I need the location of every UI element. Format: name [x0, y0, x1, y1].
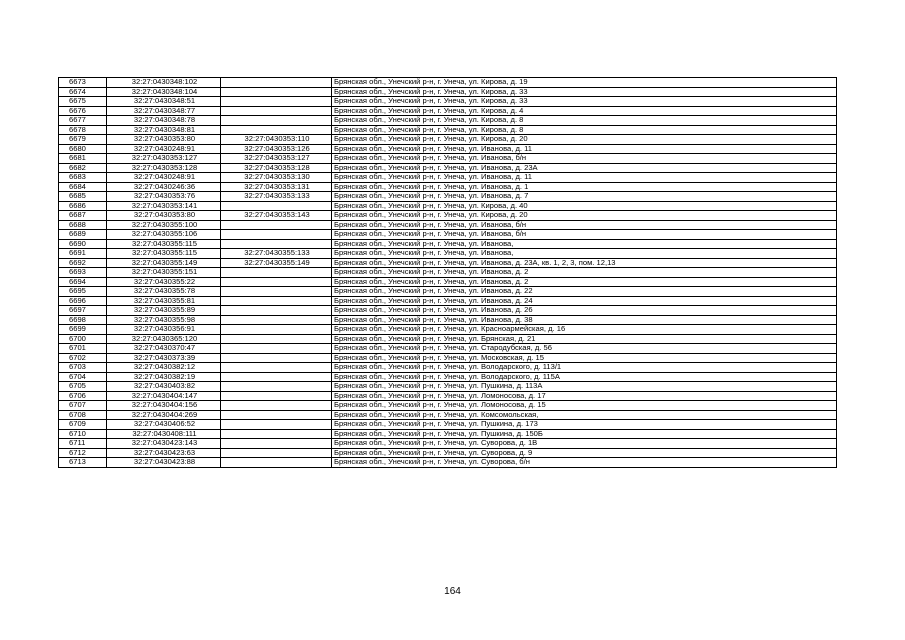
row-number-cell: 6691: [59, 249, 107, 259]
address-cell: Брянская обл., Унечский р-н, г. Унеча, ул. Кирова, д. 8: [332, 125, 837, 135]
linked-cadastral-number-cell: 32:27:0430353:130: [221, 173, 332, 183]
row-number-cell: 6683: [59, 173, 107, 183]
table-row: [59, 420, 837, 430]
cadastral-table: [58, 77, 837, 468]
row-number-cell: 6675: [59, 97, 107, 107]
row-number-cell: 6713: [59, 458, 107, 468]
address-cell: Брянская обл., Унечский р-н, г. Унеча, ул. Кирова, д. 20: [332, 135, 837, 145]
linked-cadastral-number-cell: 32:27:0430353:127: [221, 154, 332, 164]
linked-cadastral-number-cell: [221, 458, 332, 468]
row-number-cell: 6696: [59, 296, 107, 306]
row-number-cell: 6687: [59, 211, 107, 221]
address-cell: Брянская обл., Унечский р-н, г. Унеча, ул. Суворова, д. 1В: [332, 439, 837, 449]
row-number-cell: 6682: [59, 163, 107, 173]
linked-cadastral-number-cell: 32:27:0430355:133: [221, 249, 332, 259]
cadastral-number-cell: 32:27:0430355:81: [107, 296, 221, 306]
row-number-cell: 6706: [59, 391, 107, 401]
row-number-cell: 6701: [59, 344, 107, 354]
address-cell: Брянская обл., Унечский р-н, г. Унеча, ул. Володарского, д. 115А: [332, 372, 837, 382]
address-cell: Брянская обл., Унечский р-н, г. Унеча, ул. Пушкина, д. 113А: [332, 382, 837, 392]
address-cell: Брянская обл., Унечский р-н, г. Унеча, ул. Иванова, д. 11: [332, 144, 837, 154]
linked-cadastral-number-cell: 32:27:0430353:143: [221, 211, 332, 221]
linked-cadastral-number-cell: [221, 344, 332, 354]
table-row: [59, 144, 837, 154]
table-row: [59, 173, 837, 183]
address-cell: Брянская обл., Унечский р-н, г. Унеча, ул. Ломоносова, д. 15: [332, 401, 837, 411]
cadastral-number-cell: 32:27:0430355:106: [107, 230, 221, 240]
table-row: [59, 296, 837, 306]
linked-cadastral-number-cell: 32:27:0430353:126: [221, 144, 332, 154]
table-row: [59, 135, 837, 145]
row-number-cell: 6674: [59, 87, 107, 97]
cadastral-number-cell: 32:27:0430423:143: [107, 439, 221, 449]
table-row: [59, 249, 837, 259]
row-number-cell: 6689: [59, 230, 107, 240]
linked-cadastral-number-cell: [221, 97, 332, 107]
cadastral-number-cell: 32:27:0430353:80: [107, 211, 221, 221]
page-number: 164: [444, 586, 461, 597]
address-cell: Брянская обл., Унечский р-н, г. Унеча, ул. Пушкина, д. 150Б: [332, 429, 837, 439]
table-row: [59, 97, 837, 107]
row-number-cell: 6708: [59, 410, 107, 420]
address-cell: Брянская обл., Унечский р-н, г. Унеча, ул. Иванова, д. 2: [332, 268, 837, 278]
table-row: [59, 363, 837, 373]
linked-cadastral-number-cell: [221, 125, 332, 135]
table-row: [59, 258, 837, 268]
cadastral-number-cell: 32:27:0430348:102: [107, 78, 221, 88]
cadastral-number-cell: 32:27:0430382:12: [107, 363, 221, 373]
table-row: [59, 448, 837, 458]
linked-cadastral-number-cell: [221, 277, 332, 287]
row-number-cell: 6685: [59, 192, 107, 202]
table-row: [59, 277, 837, 287]
row-number-cell: 6678: [59, 125, 107, 135]
linked-cadastral-number-cell: [221, 296, 332, 306]
table-row: [59, 410, 837, 420]
linked-cadastral-number-cell: 32:27:0430353:110: [221, 135, 332, 145]
cadastral-number-cell: 32:27:0430365:120: [107, 334, 221, 344]
linked-cadastral-number-cell: [221, 306, 332, 316]
linked-cadastral-number-cell: [221, 382, 332, 392]
linked-cadastral-number-cell: [221, 315, 332, 325]
table-row: [59, 220, 837, 230]
table-row: [59, 239, 837, 249]
linked-cadastral-number-cell: [221, 325, 332, 335]
cadastral-number-cell: 32:27:0430348:81: [107, 125, 221, 135]
table-row: [59, 268, 837, 278]
table-row: [59, 125, 837, 135]
table-row: [59, 458, 837, 468]
linked-cadastral-number-cell: [221, 116, 332, 126]
address-cell: Брянская обл., Унечский р-н, г. Унеча, ул. Иванова, д. 23А, кв. 1, 2, 3, пом. 12,13: [332, 258, 837, 268]
cadastral-number-cell: 32:27:0430423:63: [107, 448, 221, 458]
linked-cadastral-number-cell: [221, 268, 332, 278]
row-number-cell: 6693: [59, 268, 107, 278]
linked-cadastral-number-cell: [221, 87, 332, 97]
address-cell: Брянская обл., Унечский р-н, г. Унеча, ул. Иванова, д. 26: [332, 306, 837, 316]
cadastral-number-cell: 32:27:0430353:128: [107, 163, 221, 173]
table-row: [59, 211, 837, 221]
address-cell: Брянская обл., Унечский р-н, г. Унеча, ул. Ломоносова, д. 17: [332, 391, 837, 401]
linked-cadastral-number-cell: [221, 372, 332, 382]
cadastral-number-cell: 32:27:0430353:127: [107, 154, 221, 164]
row-number-cell: 6695: [59, 287, 107, 297]
cadastral-number-cell: 32:27:0430355:78: [107, 287, 221, 297]
row-number-cell: 6680: [59, 144, 107, 154]
row-number-cell: 6697: [59, 306, 107, 316]
cadastral-number-cell: 32:27:0430355:89: [107, 306, 221, 316]
cadastral-number-cell: 32:27:0430404:269: [107, 410, 221, 420]
row-number-cell: 6681: [59, 154, 107, 164]
address-cell: Брянская обл., Унечский р-н, г. Унеча, ул. Иванова,: [332, 249, 837, 259]
linked-cadastral-number-cell: [221, 239, 332, 249]
row-number-cell: 6699: [59, 325, 107, 335]
table-row: [59, 201, 837, 211]
table-row: [59, 154, 837, 164]
row-number-cell: 6688: [59, 220, 107, 230]
cadastral-number-cell: 32:27:0430355:22: [107, 277, 221, 287]
linked-cadastral-number-cell: [221, 334, 332, 344]
linked-cadastral-number-cell: [221, 78, 332, 88]
row-number-cell: 6705: [59, 382, 107, 392]
cadastral-number-cell: 32:27:0430355:151: [107, 268, 221, 278]
linked-cadastral-number-cell: 32:27:0430355:149: [221, 258, 332, 268]
cadastral-number-cell: 32:27:0430348:51: [107, 97, 221, 107]
table-row: [59, 334, 837, 344]
cadastral-number-cell: 32:27:0430348:78: [107, 116, 221, 126]
table-row: [59, 287, 837, 297]
row-number-cell: 6677: [59, 116, 107, 126]
row-number-cell: 6711: [59, 439, 107, 449]
row-number-cell: 6709: [59, 420, 107, 430]
table-row: [59, 372, 837, 382]
cadastral-number-cell: 32:27:0430404:147: [107, 391, 221, 401]
address-cell: Брянская обл., Унечский р-н, г. Унеча, ул. Суворова, б/н: [332, 458, 837, 468]
address-cell: Брянская обл., Унечский р-н, г. Унеча, ул. Кирова, д. 8: [332, 116, 837, 126]
row-number-cell: 6673: [59, 78, 107, 88]
table-row: [59, 401, 837, 411]
cadastral-number-cell: 32:27:0430406:52: [107, 420, 221, 430]
cadastral-number-cell: 32:27:0430355:115: [107, 249, 221, 259]
linked-cadastral-number-cell: 32:27:0430353:133: [221, 192, 332, 202]
cadastral-number-cell: 32:27:0430355:149: [107, 258, 221, 268]
table-row: [59, 192, 837, 202]
cadastral-number-cell: 32:27:0430248:91: [107, 173, 221, 183]
address-cell: Брянская обл., Унечский р-н, г. Унеча, ул. Иванова, б/н: [332, 154, 837, 164]
table-row: [59, 325, 837, 335]
address-cell: Брянская обл., Унечский р-н, г. Унеча, ул. Иванова,: [332, 239, 837, 249]
linked-cadastral-number-cell: [221, 106, 332, 116]
address-cell: Брянская обл., Унечский р-н, г. Унеча, ул. Суворова, д. 9: [332, 448, 837, 458]
cadastral-number-cell: 32:27:0430423:88: [107, 458, 221, 468]
cadastral-table-body: [59, 78, 837, 468]
address-cell: Брянская обл., Унечский р-н, г. Унеча, ул. Стародубская, д. 56: [332, 344, 837, 354]
address-cell: Брянская обл., Унечский р-н, г. Унеча, ул. Кирова, д. 40: [332, 201, 837, 211]
cadastral-number-cell: 32:27:0430373:39: [107, 353, 221, 363]
address-cell: Брянская обл., Унечский р-н, г. Унеча, ул. Красноармейская, д. 16: [332, 325, 837, 335]
cadastral-number-cell: 32:27:0430353:76: [107, 192, 221, 202]
address-cell: Брянская обл., Унечский р-н, г. Унеча, ул. Иванова, д. 1: [332, 182, 837, 192]
linked-cadastral-number-cell: [221, 201, 332, 211]
cadastral-number-cell: 32:27:0430403:82: [107, 382, 221, 392]
address-cell: Брянская обл., Унечский р-н, г. Унеча, ул. Иванова, д. 22: [332, 287, 837, 297]
cadastral-number-cell: 32:27:0430370:47: [107, 344, 221, 354]
linked-cadastral-number-cell: [221, 439, 332, 449]
linked-cadastral-number-cell: 32:27:0430353:131: [221, 182, 332, 192]
table-row: [59, 315, 837, 325]
row-number-cell: 6710: [59, 429, 107, 439]
row-number-cell: 6702: [59, 353, 107, 363]
cadastral-number-cell: 32:27:0430353:80: [107, 135, 221, 145]
address-cell: Брянская обл., Унечский р-н, г. Унеча, ул. Володарского, д. 113/1: [332, 363, 837, 373]
table-row: [59, 353, 837, 363]
row-number-cell: 6679: [59, 135, 107, 145]
table-row: [59, 439, 837, 449]
table-row: [59, 78, 837, 88]
address-cell: Брянская обл., Унечский р-н, г. Унеча, ул. Брянская, д. 21: [332, 334, 837, 344]
table-row: [59, 391, 837, 401]
address-cell: Брянская обл., Унечский р-н, г. Унеча, ул. Кирова, д. 4: [332, 106, 837, 116]
linked-cadastral-number-cell: 32:27:0430353:128: [221, 163, 332, 173]
address-cell: Брянская обл., Унечский р-н, г. Унеча, ул. Кирова, д. 33: [332, 97, 837, 107]
table-row: [59, 429, 837, 439]
address-cell: Брянская обл., Унечский р-н, г. Унеча, ул. Кирова, д. 20: [332, 211, 837, 221]
linked-cadastral-number-cell: [221, 363, 332, 373]
row-number-cell: 6700: [59, 334, 107, 344]
row-number-cell: 6703: [59, 363, 107, 373]
linked-cadastral-number-cell: [221, 230, 332, 240]
cadastral-number-cell: 32:27:0430353:141: [107, 201, 221, 211]
cadastral-number-cell: 32:27:0430246:36: [107, 182, 221, 192]
address-cell: Брянская обл., Унечский р-н, г. Унеча, ул. Иванова, д. 2: [332, 277, 837, 287]
address-cell: Брянская обл., Унечский р-н, г. Унеча, ул. Иванова, д. 38: [332, 315, 837, 325]
row-number-cell: 6704: [59, 372, 107, 382]
cadastral-number-cell: 32:27:0430355:115: [107, 239, 221, 249]
linked-cadastral-number-cell: [221, 410, 332, 420]
row-number-cell: 6686: [59, 201, 107, 211]
address-cell: Брянская обл., Унечский р-н, г. Унеча, ул. Иванова, д. 24: [332, 296, 837, 306]
cadastral-number-cell: 32:27:0430348:104: [107, 87, 221, 97]
row-number-cell: 6712: [59, 448, 107, 458]
linked-cadastral-number-cell: [221, 429, 332, 439]
cadastral-number-cell: 32:27:0430348:77: [107, 106, 221, 116]
row-number-cell: 6707: [59, 401, 107, 411]
cadastral-number-cell: 32:27:0430356:91: [107, 325, 221, 335]
table-row: [59, 306, 837, 316]
address-cell: Брянская обл., Унечский р-н, г. Унеча, ул. Иванова, б/н: [332, 220, 837, 230]
address-cell: Брянская обл., Унечский р-н, г. Унеча, ул. Иванова, б/н: [332, 230, 837, 240]
table-row: [59, 106, 837, 116]
address-cell: Брянская обл., Унечский р-н, г. Унеча, ул. Кирова, д. 19: [332, 78, 837, 88]
table-row: [59, 163, 837, 173]
table-row: [59, 230, 837, 240]
table-row: [59, 116, 837, 126]
row-number-cell: 6690: [59, 239, 107, 249]
cadastral-number-cell: 32:27:0430248:91: [107, 144, 221, 154]
address-cell: Брянская обл., Унечский р-н, г. Унеча, ул. Московская, д. 15: [332, 353, 837, 363]
table-row: [59, 344, 837, 354]
address-cell: Брянская обл., Унечский р-н, г. Унеча, ул. Комсомольская,: [332, 410, 837, 420]
address-cell: Брянская обл., Унечский р-н, г. Унеча, ул. Иванова, д. 23А: [332, 163, 837, 173]
table-row: [59, 382, 837, 392]
table-row: [59, 87, 837, 97]
row-number-cell: 6698: [59, 315, 107, 325]
cadastral-number-cell: 32:27:0430404:156: [107, 401, 221, 411]
linked-cadastral-number-cell: [221, 391, 332, 401]
linked-cadastral-number-cell: [221, 401, 332, 411]
cadastral-number-cell: 32:27:0430355:98: [107, 315, 221, 325]
linked-cadastral-number-cell: [221, 287, 332, 297]
linked-cadastral-number-cell: [221, 448, 332, 458]
address-cell: Брянская обл., Унечский р-н, г. Унеча, ул. Пушкина, д. 173: [332, 420, 837, 430]
linked-cadastral-number-cell: [221, 420, 332, 430]
cadastral-number-cell: 32:27:0430355:100: [107, 220, 221, 230]
row-number-cell: 6692: [59, 258, 107, 268]
cadastral-number-cell: 32:27:0430408:111: [107, 429, 221, 439]
row-number-cell: 6684: [59, 182, 107, 192]
address-cell: Брянская обл., Унечский р-н, г. Унеча, ул. Кирова, д. 33: [332, 87, 837, 97]
linked-cadastral-number-cell: [221, 353, 332, 363]
row-number-cell: 6694: [59, 277, 107, 287]
address-cell: Брянская обл., Унечский р-н, г. Унеча, ул. Иванова, д. 7: [332, 192, 837, 202]
cadastral-number-cell: 32:27:0430382:19: [107, 372, 221, 382]
address-cell: Брянская обл., Унечский р-н, г. Унеча, ул. Иванова, д. 11: [332, 173, 837, 183]
table-row: [59, 182, 837, 192]
linked-cadastral-number-cell: [221, 220, 332, 230]
row-number-cell: 6676: [59, 106, 107, 116]
